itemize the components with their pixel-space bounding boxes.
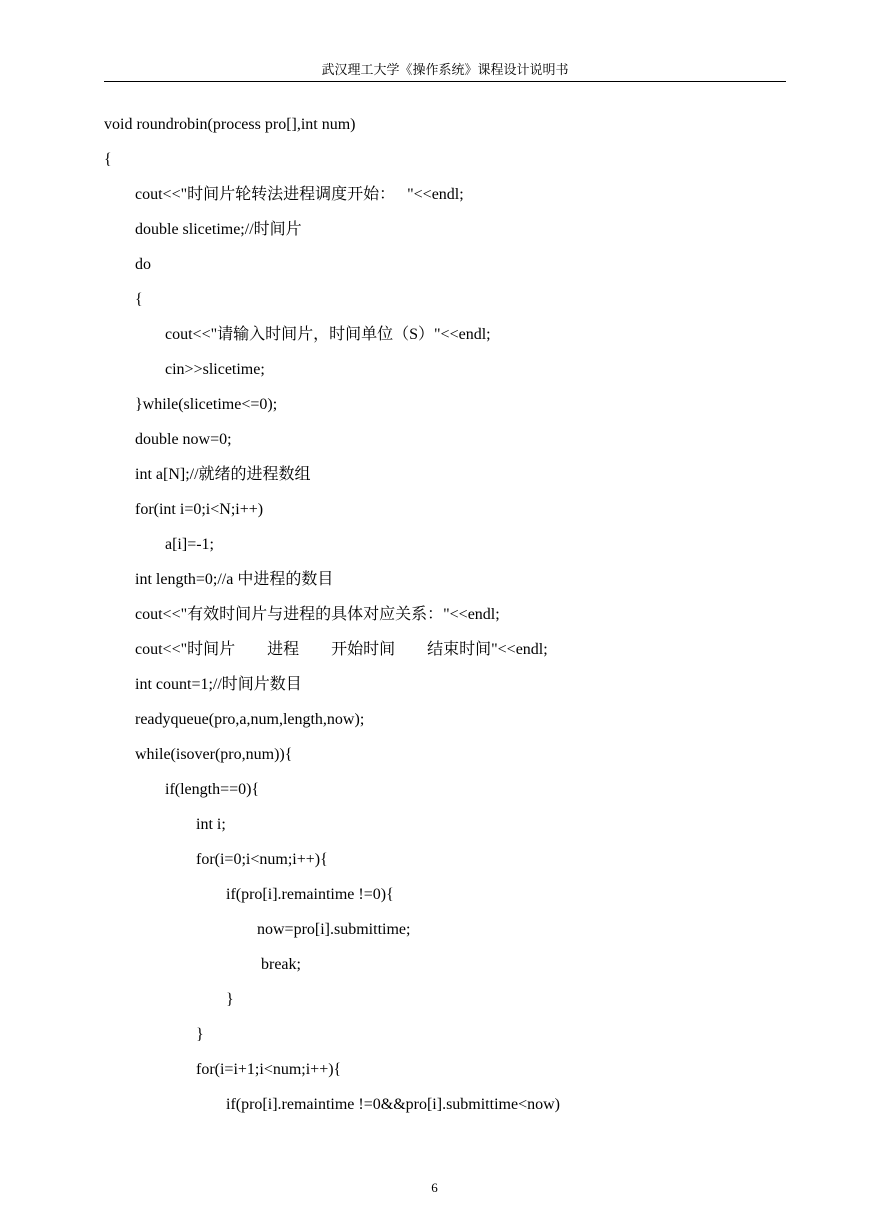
code-line: if(pro[i].remaintime !=0&&pro[i].submittime<now) (226, 1096, 560, 1113)
code-line: now=pro[i].submittime; (257, 921, 411, 938)
code-line: } (196, 1026, 204, 1043)
header-divider (104, 81, 786, 82)
code-line: int length=0;//a 中进程的数目 (135, 571, 334, 588)
code-line: int i; (196, 816, 226, 833)
code-line: double slicetime;//时间片 (135, 221, 302, 238)
code-line: cout<<"有效时间片与进程的具体对应关系："<<endl; (135, 606, 500, 623)
code-line: cin>>slicetime; (165, 361, 265, 378)
code-line: for(i=i+1;i<num;i++){ (196, 1061, 342, 1078)
page-header: 武汉理工大学《操作系统》课程设计说明书 (321, 62, 569, 77)
code-line: double now=0; (135, 431, 232, 448)
code-line: while(isover(pro,num)){ (135, 746, 293, 763)
code-line: int count=1;//时间片数目 (135, 676, 302, 693)
code-line: int a[N];//就绪的进程数组 (135, 466, 311, 483)
code-line: void roundrobin(process pro[],int num) (104, 116, 356, 133)
code-line: cout<<"时间片轮转法进程调度开始： "<<endl; (135, 186, 464, 203)
code-line: a[i]=-1; (165, 536, 214, 553)
code-listing (104, 113, 804, 1128)
page-number: 6 (431, 1180, 438, 1195)
code-line: do (135, 256, 151, 273)
code-line: for(int i=0;i<N;i++) (135, 501, 264, 518)
code-line: for(i=0;i<num;i++){ (196, 851, 328, 868)
code-line: { (135, 291, 143, 308)
code-line: if(pro[i].remaintime !=0){ (226, 886, 394, 903)
code-line: cout<<"请输入时间片，时间单位（S）"<<endl; (165, 326, 491, 343)
code-line: { (104, 151, 112, 168)
code-line: readyqueue(pro,a,num,length,now); (135, 711, 365, 728)
code-line: }while(slicetime<=0); (135, 396, 278, 413)
code-line: cout<<"时间片 进程 开始时间 结束时间"<<endl; (135, 641, 548, 658)
code-line: break; (257, 956, 301, 973)
code-line: if(length==0){ (165, 781, 260, 798)
code-line: } (226, 991, 234, 1008)
